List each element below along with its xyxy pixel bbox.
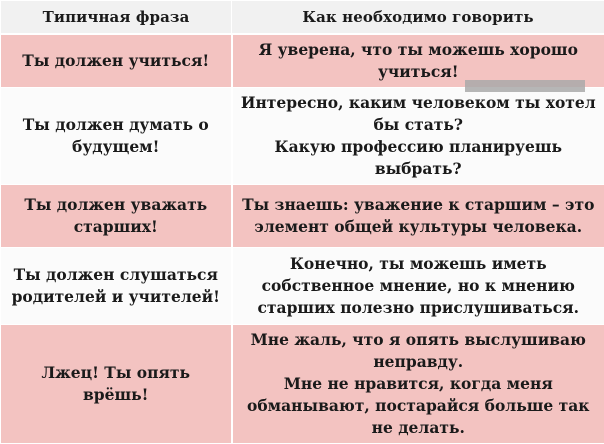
typical-phrase-cell [1,34,232,88]
better-phrase-line: Интересно, каким человеком ты хотел бы стать? [239,92,599,136]
better-phrase-line: Ты знаешь: уважение к старшим – это элемент общей культуры человека. [239,194,599,238]
better-phrase-line: Конечно, ты можешь иметь собственное мнение, но к мнению старших полезно прислушиваться. [239,253,599,319]
highlight-mark [465,80,585,92]
typical-phrase-cell [1,185,232,248]
better-phrase-line: Мне жаль, что я опять выслушиваю неправду. [239,329,599,373]
typical-phrase-cell [1,325,232,444]
better-phrase-text [239,253,599,319]
better-phrase-cell [232,325,604,444]
typical-phrase-text: Ты должен уважать старших! [7,194,225,238]
typical-phrase-cell [1,248,232,325]
better-phrase-line: Какую профессию планируешь выбрать? [239,136,599,180]
better-phrase-text [239,92,599,180]
table-header-row [1,1,604,35]
better-phrase-text [239,329,599,439]
header-typical-phrase: Типичная фраза [1,1,232,35]
table-row [1,88,604,185]
typical-phrase-text: Лжец! Ты опять врёшь! [7,362,225,406]
typical-phrase-text: Ты должен слушаться родителей и учителей! [7,264,225,308]
better-phrase-line: Мне не нравится, когда меня обманывают, постарайся больше так не делать. [239,373,599,439]
typical-phrase-text: Ты должен учиться! [7,50,225,72]
table-row [1,248,604,325]
better-phrase-cell [232,248,604,325]
better-phrase-line: Я уверена, что ты можешь хорошо учиться! [239,39,599,83]
better-phrase-text [239,39,599,83]
better-phrase-cell [232,88,604,185]
table-row [1,185,604,248]
table-row [1,325,604,444]
typical-phrase-text: Ты должен думать о будущем! [7,114,225,158]
typical-phrase-cell [1,88,232,185]
better-phrase-cell [232,185,604,248]
better-phrase-text [239,194,599,238]
header-how-to-say: Как необходимо говорить [232,1,604,35]
